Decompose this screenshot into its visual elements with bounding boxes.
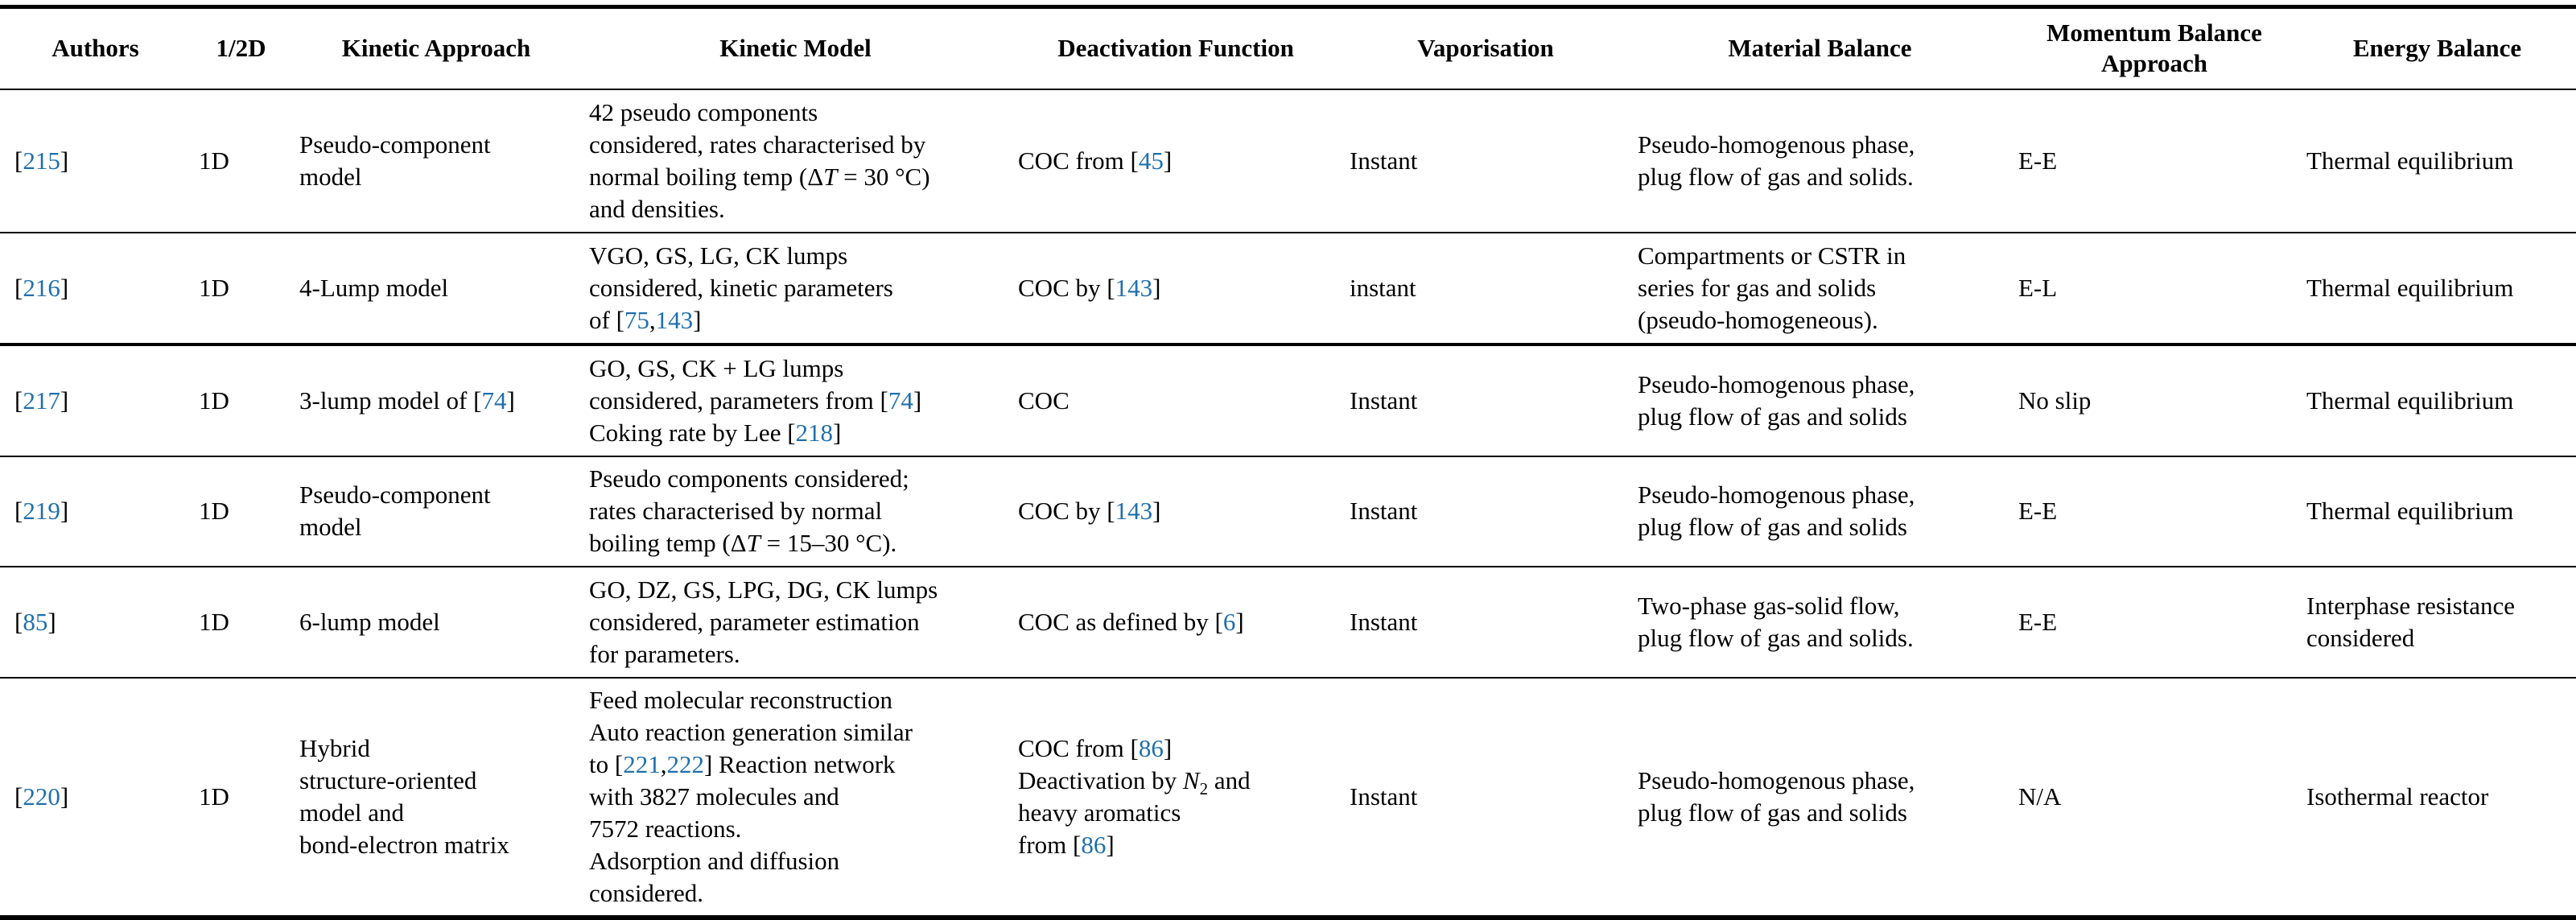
- cell-vaporisation: [1342, 233, 1630, 344]
- cell-line: [2018, 606, 2294, 638]
- cell-momentum-balance: [2010, 233, 2298, 344]
- citation-link[interactable]: 217: [23, 386, 60, 415]
- text: series for gas and solids: [1638, 273, 1877, 302]
- text: heavy aromatics: [1018, 798, 1181, 827]
- cell-kinetic-model: [581, 456, 1010, 567]
- text: (pseudo-homogeneous).: [1638, 305, 1878, 334]
- text: Auto reaction generation similar: [589, 717, 913, 746]
- text: rates characterised by normal: [589, 497, 883, 525]
- cell-line: [589, 272, 1005, 304]
- text: Pseudo-component: [299, 130, 491, 159]
- cell-line: [1638, 765, 2005, 797]
- cell-line: [1018, 829, 1337, 861]
- cell-energy-balance: [2298, 233, 2576, 344]
- cell-deactivation-function: [1010, 456, 1342, 567]
- cell-momentum-balance: [2010, 344, 2298, 456]
- cell-line: [1638, 240, 2005, 272]
- cell-line: [2306, 590, 2571, 622]
- cell-line: [589, 638, 1005, 670]
- text: ]: [60, 386, 69, 415]
- text: with 3827 molecules and: [589, 782, 839, 811]
- cell-line: [1350, 145, 1625, 177]
- text: ] Reaction network: [703, 749, 896, 778]
- cell-deactivation-function: [1010, 89, 1342, 233]
- text: considered, kinetic parameters: [589, 273, 893, 302]
- cell-authors: [0, 567, 191, 678]
- cell-line: [199, 781, 286, 813]
- cell-vaporisation: [1342, 456, 1630, 567]
- text: model and: [299, 798, 404, 827]
- cell-kinetic-approach: [291, 456, 581, 567]
- cell-line: [1350, 606, 1625, 638]
- cell-line: [1018, 606, 1337, 638]
- cell-authors: [0, 456, 191, 567]
- cell-line: [1350, 781, 1625, 813]
- citation-link[interactable]: 143: [1115, 497, 1153, 525]
- table-row: [0, 678, 2576, 918]
- cell-line: [299, 606, 576, 638]
- text: Pseudo components considered;: [589, 464, 909, 493]
- citation-link[interactable]: 221: [623, 749, 661, 778]
- header-deactivation-function: Deactivation Function: [1057, 34, 1294, 63]
- text: Instant: [1350, 146, 1418, 175]
- cell-line: [1018, 385, 1337, 417]
- cell-line: [2306, 622, 2571, 654]
- text: plug flow of gas and solids: [1638, 798, 1907, 827]
- text: ]: [47, 607, 56, 636]
- cell-line: [589, 495, 1005, 527]
- citation-link[interactable]: 218: [795, 418, 834, 447]
- cell-vaporisation: [1342, 89, 1630, 233]
- cell-line: [1638, 401, 2005, 433]
- cell-line: [589, 385, 1005, 417]
- cell-dimension: [191, 89, 291, 233]
- text: ,: [660, 749, 667, 778]
- cell-line: [299, 511, 576, 543]
- text: ]: [60, 782, 69, 811]
- text: considered, parameters from [: [589, 386, 888, 415]
- cell-line: [1638, 797, 2005, 829]
- text: Pseudo-homogenous phase,: [1638, 765, 1915, 794]
- text: and densities.: [589, 194, 725, 223]
- text: Instant: [1350, 497, 1418, 525]
- cell-line: [589, 877, 1005, 910]
- text: of [: [589, 305, 624, 334]
- citation-link[interactable]: 6: [1222, 607, 1236, 636]
- cell-line: [2306, 385, 2571, 417]
- cell-line: [199, 385, 286, 417]
- cell-line: [2018, 145, 2294, 177]
- citation-link[interactable]: 74: [888, 386, 913, 415]
- cell-line: [1350, 272, 1625, 304]
- cell-material-balance: [1630, 344, 2010, 456]
- text: to [: [589, 749, 624, 778]
- text: Instant: [1350, 386, 1418, 415]
- cell-dimension: [191, 456, 291, 567]
- header-row: [0, 7, 2576, 89]
- text: COC by [: [1018, 273, 1115, 302]
- text: ]: [693, 305, 702, 334]
- text: plug flow of gas and solids: [1638, 402, 1907, 431]
- cell-line: [589, 240, 1005, 272]
- text: considered.: [589, 878, 704, 907]
- cell-dimension: [191, 233, 291, 344]
- text: N/A: [2018, 782, 2062, 811]
- text: from [: [1018, 830, 1082, 859]
- cell-deactivation-function: [1010, 344, 1342, 456]
- cell-line: [1638, 590, 2005, 622]
- text: [: [14, 607, 23, 636]
- text: COC from [: [1018, 146, 1139, 175]
- citation-link[interactable]: 215: [23, 146, 60, 175]
- cell-vaporisation: [1342, 567, 1630, 678]
- text: ]: [1152, 273, 1161, 302]
- citation-link[interactable]: 216: [23, 273, 60, 302]
- text: VGO, GS, LG, CK lumps: [589, 241, 848, 270]
- cell-momentum-balance: [2010, 89, 2298, 233]
- text: = 30 °C): [837, 162, 930, 191]
- cell-dimension: [191, 567, 291, 678]
- cell-line: [14, 385, 186, 417]
- cell-line: [589, 813, 1005, 845]
- citation-link[interactable]: 74: [481, 386, 507, 415]
- cell-kinetic-model: [581, 89, 1010, 233]
- cell-authors: [0, 89, 191, 233]
- cell-deactivation-function: [1010, 233, 1342, 344]
- text: E-E: [2018, 497, 2058, 525]
- cell-line: [14, 272, 186, 304]
- header-energy-balance: Energy Balance: [2352, 34, 2522, 63]
- cell-line: [589, 97, 1005, 129]
- cell-momentum-balance: [2010, 678, 2298, 918]
- header-momentum-balance: [2010, 7, 2298, 89]
- cell-energy-balance: [2298, 678, 2576, 918]
- text: considered, parameter estimation: [589, 607, 920, 636]
- citation-link[interactable]: 86: [1138, 733, 1164, 762]
- text: [: [14, 386, 23, 415]
- text: [: [14, 146, 23, 175]
- text: ]: [1106, 830, 1115, 859]
- text: ]: [1235, 607, 1244, 636]
- text: Two-phase gas-solid flow,: [1638, 591, 1900, 620]
- text: ]: [506, 386, 515, 415]
- citation-link[interactable]: 220: [23, 782, 60, 811]
- text: COC by [: [1018, 497, 1115, 525]
- cell-kinetic-model: [581, 678, 1010, 918]
- cell-line: [199, 272, 286, 304]
- text: ]: [1163, 146, 1173, 175]
- cell-line: [2018, 781, 2294, 813]
- text: for parameters.: [589, 639, 740, 668]
- text: GO, GS, CK + LG lumps: [589, 353, 844, 382]
- cell-authors: [0, 678, 191, 918]
- text: bond-electron matrix: [299, 830, 509, 859]
- text: ]: [1163, 733, 1173, 762]
- cell-line: [589, 417, 1005, 449]
- cell-line: [589, 684, 1005, 716]
- cell-momentum-balance: [2010, 567, 2298, 678]
- citation-link[interactable]: 86: [1081, 830, 1107, 859]
- cell-material-balance: [1630, 567, 2010, 678]
- cell-line: [2306, 495, 2571, 527]
- cell-material-balance: [1630, 456, 2010, 567]
- cell-material-balance: [1630, 678, 2010, 918]
- cell-line: [589, 574, 1005, 606]
- cell-authors: [0, 344, 191, 456]
- cell-vaporisation: [1342, 344, 1630, 456]
- cell-line: [1638, 479, 2005, 511]
- text: Pseudo-homogenous phase,: [1638, 481, 1915, 509]
- header-vaporisation: Vaporisation: [1417, 34, 1554, 63]
- cell-line: [1638, 129, 2005, 161]
- cell-kinetic-approach: [291, 233, 581, 344]
- text: ]: [1152, 497, 1161, 525]
- text: GO, DZ, GS, LPG, DG, CK lumps: [589, 575, 938, 604]
- cell-line: [1638, 161, 2005, 193]
- text: COC from [: [1018, 733, 1139, 762]
- cell-line: [1638, 511, 2005, 543]
- cell-line: [1018, 272, 1337, 304]
- cell-line: [589, 304, 1005, 336]
- cell-kinetic-model: [581, 233, 1010, 344]
- cell-line: [1638, 272, 2005, 304]
- header-dimension: 1/2D: [216, 34, 266, 63]
- cell-line: [2018, 272, 2294, 304]
- text: Coking rate by Lee [: [589, 418, 796, 447]
- italic-symbol: T: [823, 162, 838, 191]
- text: Thermal equilibrium: [2306, 273, 2514, 302]
- text: COC as defined by [: [1018, 607, 1223, 636]
- cell-dimension: [191, 678, 291, 918]
- cell-kinetic-approach: [291, 567, 581, 678]
- cell-energy-balance: [2298, 567, 2576, 678]
- cell-line: [1638, 369, 2005, 401]
- text: ]: [60, 497, 69, 525]
- cell-line: [199, 606, 286, 638]
- text: COC: [1018, 386, 1070, 415]
- cell-line: [589, 781, 1005, 813]
- cell-line: [2306, 781, 2571, 813]
- cell-line: [14, 495, 186, 527]
- text: instant: [1350, 273, 1416, 302]
- cell-authors: [0, 233, 191, 344]
- citation-link[interactable]: 222: [666, 749, 704, 778]
- text: Instant: [1350, 607, 1418, 636]
- cell-deactivation-function: [1010, 678, 1342, 918]
- cell-line: [299, 765, 576, 797]
- text: 1D: [199, 497, 229, 525]
- header-authors: Authors: [52, 34, 139, 63]
- text: 1D: [199, 146, 229, 175]
- text: Thermal equilibrium: [2306, 497, 2514, 525]
- cell-kinetic-approach: [291, 89, 581, 233]
- cell-vaporisation: [1342, 678, 1630, 918]
- italic-symbol: T: [746, 529, 760, 557]
- text: 6-lump model: [299, 607, 440, 636]
- text: 1D: [199, 782, 229, 811]
- cell-line: [14, 606, 186, 638]
- cell-line: [299, 385, 576, 417]
- text: Thermal equilibrium: [2306, 386, 2514, 415]
- italic-symbol: N: [1182, 765, 1200, 794]
- citation-link[interactable]: 85: [23, 607, 48, 636]
- cell-line: [589, 463, 1005, 495]
- cell-line: [589, 527, 1005, 559]
- text: [: [14, 782, 23, 811]
- subscript: 2: [1199, 778, 1209, 798]
- text: model: [299, 162, 362, 191]
- text: ]: [60, 146, 69, 175]
- cell-line: [1638, 622, 2005, 654]
- cell-line: [299, 272, 576, 304]
- cell-line: [1350, 385, 1625, 417]
- cell-line: [199, 145, 286, 177]
- text: plug flow of gas and solids.: [1638, 623, 1914, 652]
- cell-line: [1018, 732, 1337, 765]
- text: 1D: [199, 607, 229, 636]
- comparison-table: [0, 5, 2576, 920]
- cell-line: [589, 606, 1005, 638]
- cell-line: [199, 495, 286, 527]
- text: plug flow of gas and solids.: [1638, 162, 1914, 191]
- text: plug flow of gas and solids: [1638, 513, 1907, 541]
- text: Compartments or CSTR in: [1638, 241, 1906, 270]
- cell-line: [299, 161, 576, 193]
- cell-line: [14, 145, 186, 177]
- text: structure-oriented: [299, 765, 477, 794]
- cell-line: [589, 716, 1005, 749]
- citation-link[interactable]: 45: [1138, 146, 1164, 175]
- cell-energy-balance: [2298, 344, 2576, 456]
- text: ]: [833, 418, 842, 447]
- text: ]: [913, 386, 922, 415]
- text: Pseudo-homogenous phase,: [1638, 369, 1915, 398]
- text: Pseudo-component: [299, 481, 491, 509]
- text: 1D: [199, 386, 229, 415]
- cell-material-balance: [1630, 89, 2010, 233]
- text: model: [299, 513, 362, 541]
- text: 42 pseudo components: [589, 97, 818, 126]
- cell-line: [299, 797, 576, 829]
- header-momentum-line: Approach: [2100, 49, 2208, 78]
- header-momentum-line: Momentum Balance: [2046, 19, 2262, 47]
- text: and: [1208, 765, 1251, 794]
- text: [: [14, 497, 23, 525]
- text: = 15–30 °C).: [760, 529, 897, 557]
- text: 7572 reactions.: [589, 814, 742, 843]
- text: ,: [649, 305, 656, 334]
- table-row: [0, 89, 2576, 233]
- text: 1D: [199, 273, 229, 302]
- cell-line: [2306, 272, 2571, 304]
- cell-energy-balance: [2298, 456, 2576, 567]
- cell-line: [589, 749, 1005, 781]
- cell-line: [589, 129, 1005, 161]
- citation-link[interactable]: 75: [624, 305, 649, 334]
- cell-line: [2018, 385, 2294, 417]
- text: E-E: [2018, 146, 2058, 175]
- cell-deactivation-function: [1010, 567, 1342, 678]
- cell-line: [589, 845, 1005, 877]
- text: Adsorption and diffusion: [589, 846, 840, 875]
- cell-line: [1638, 304, 2005, 336]
- cell-line: [589, 353, 1005, 385]
- cell-line: [589, 193, 1005, 225]
- header-kinetic-model: Kinetic Model: [719, 34, 872, 63]
- text: Isothermal reactor: [2306, 782, 2489, 811]
- text: Interphase resistance: [2306, 591, 2516, 620]
- text: E-L: [2018, 273, 2058, 302]
- text: Instant: [1350, 782, 1418, 811]
- cell-line: [1018, 145, 1337, 177]
- cell-line: [1350, 495, 1625, 527]
- cell-momentum-balance: [2010, 456, 2298, 567]
- cell-line: [2306, 145, 2571, 177]
- cell-line: [589, 161, 1005, 193]
- cell-material-balance: [1630, 233, 2010, 344]
- header-material-balance: Material Balance: [1728, 34, 1912, 63]
- table-body: [0, 89, 2576, 918]
- citation-link[interactable]: 143: [655, 305, 694, 334]
- cell-line: [1018, 765, 1337, 797]
- table-row: [0, 456, 2576, 567]
- text: Hybrid: [299, 733, 370, 762]
- text: Deactivation by: [1018, 765, 1183, 794]
- text: 3-lump model of [: [299, 386, 482, 415]
- text: 4-Lump model: [299, 273, 449, 302]
- header-kinetic-approach: Kinetic Approach: [341, 34, 531, 63]
- citation-link[interactable]: 219: [23, 497, 60, 525]
- table-row: [0, 567, 2576, 678]
- text: boiling temp (Δ: [589, 529, 747, 557]
- cell-kinetic-model: [581, 567, 1010, 678]
- text: E-E: [2018, 607, 2058, 636]
- table-row: [0, 233, 2576, 344]
- cell-line: [1018, 797, 1337, 829]
- text: No slip: [2018, 386, 2092, 415]
- table-row: [0, 344, 2576, 456]
- citation-link[interactable]: 143: [1115, 273, 1153, 302]
- text: Thermal equilibrium: [2306, 146, 2514, 175]
- cell-line: [2018, 495, 2294, 527]
- text: [: [14, 273, 23, 302]
- text: Pseudo-homogenous phase,: [1638, 130, 1915, 159]
- cell-line: [299, 129, 576, 161]
- cell-line: [299, 732, 576, 765]
- cell-line: [1018, 495, 1337, 527]
- text: Feed molecular reconstruction: [589, 685, 893, 714]
- text: considered, rates characterised by: [589, 130, 926, 159]
- cell-kinetic-approach: [291, 344, 581, 456]
- text: considered: [2306, 623, 2415, 652]
- cell-line: [299, 479, 576, 511]
- cell-line: [14, 781, 186, 813]
- cell-dimension: [191, 344, 291, 456]
- text: normal boiling temp (Δ: [589, 162, 824, 191]
- cell-energy-balance: [2298, 89, 2576, 233]
- cell-kinetic-model: [581, 344, 1010, 456]
- text: ]: [60, 273, 69, 302]
- cell-line: [299, 829, 576, 861]
- cell-kinetic-approach: [291, 678, 581, 918]
